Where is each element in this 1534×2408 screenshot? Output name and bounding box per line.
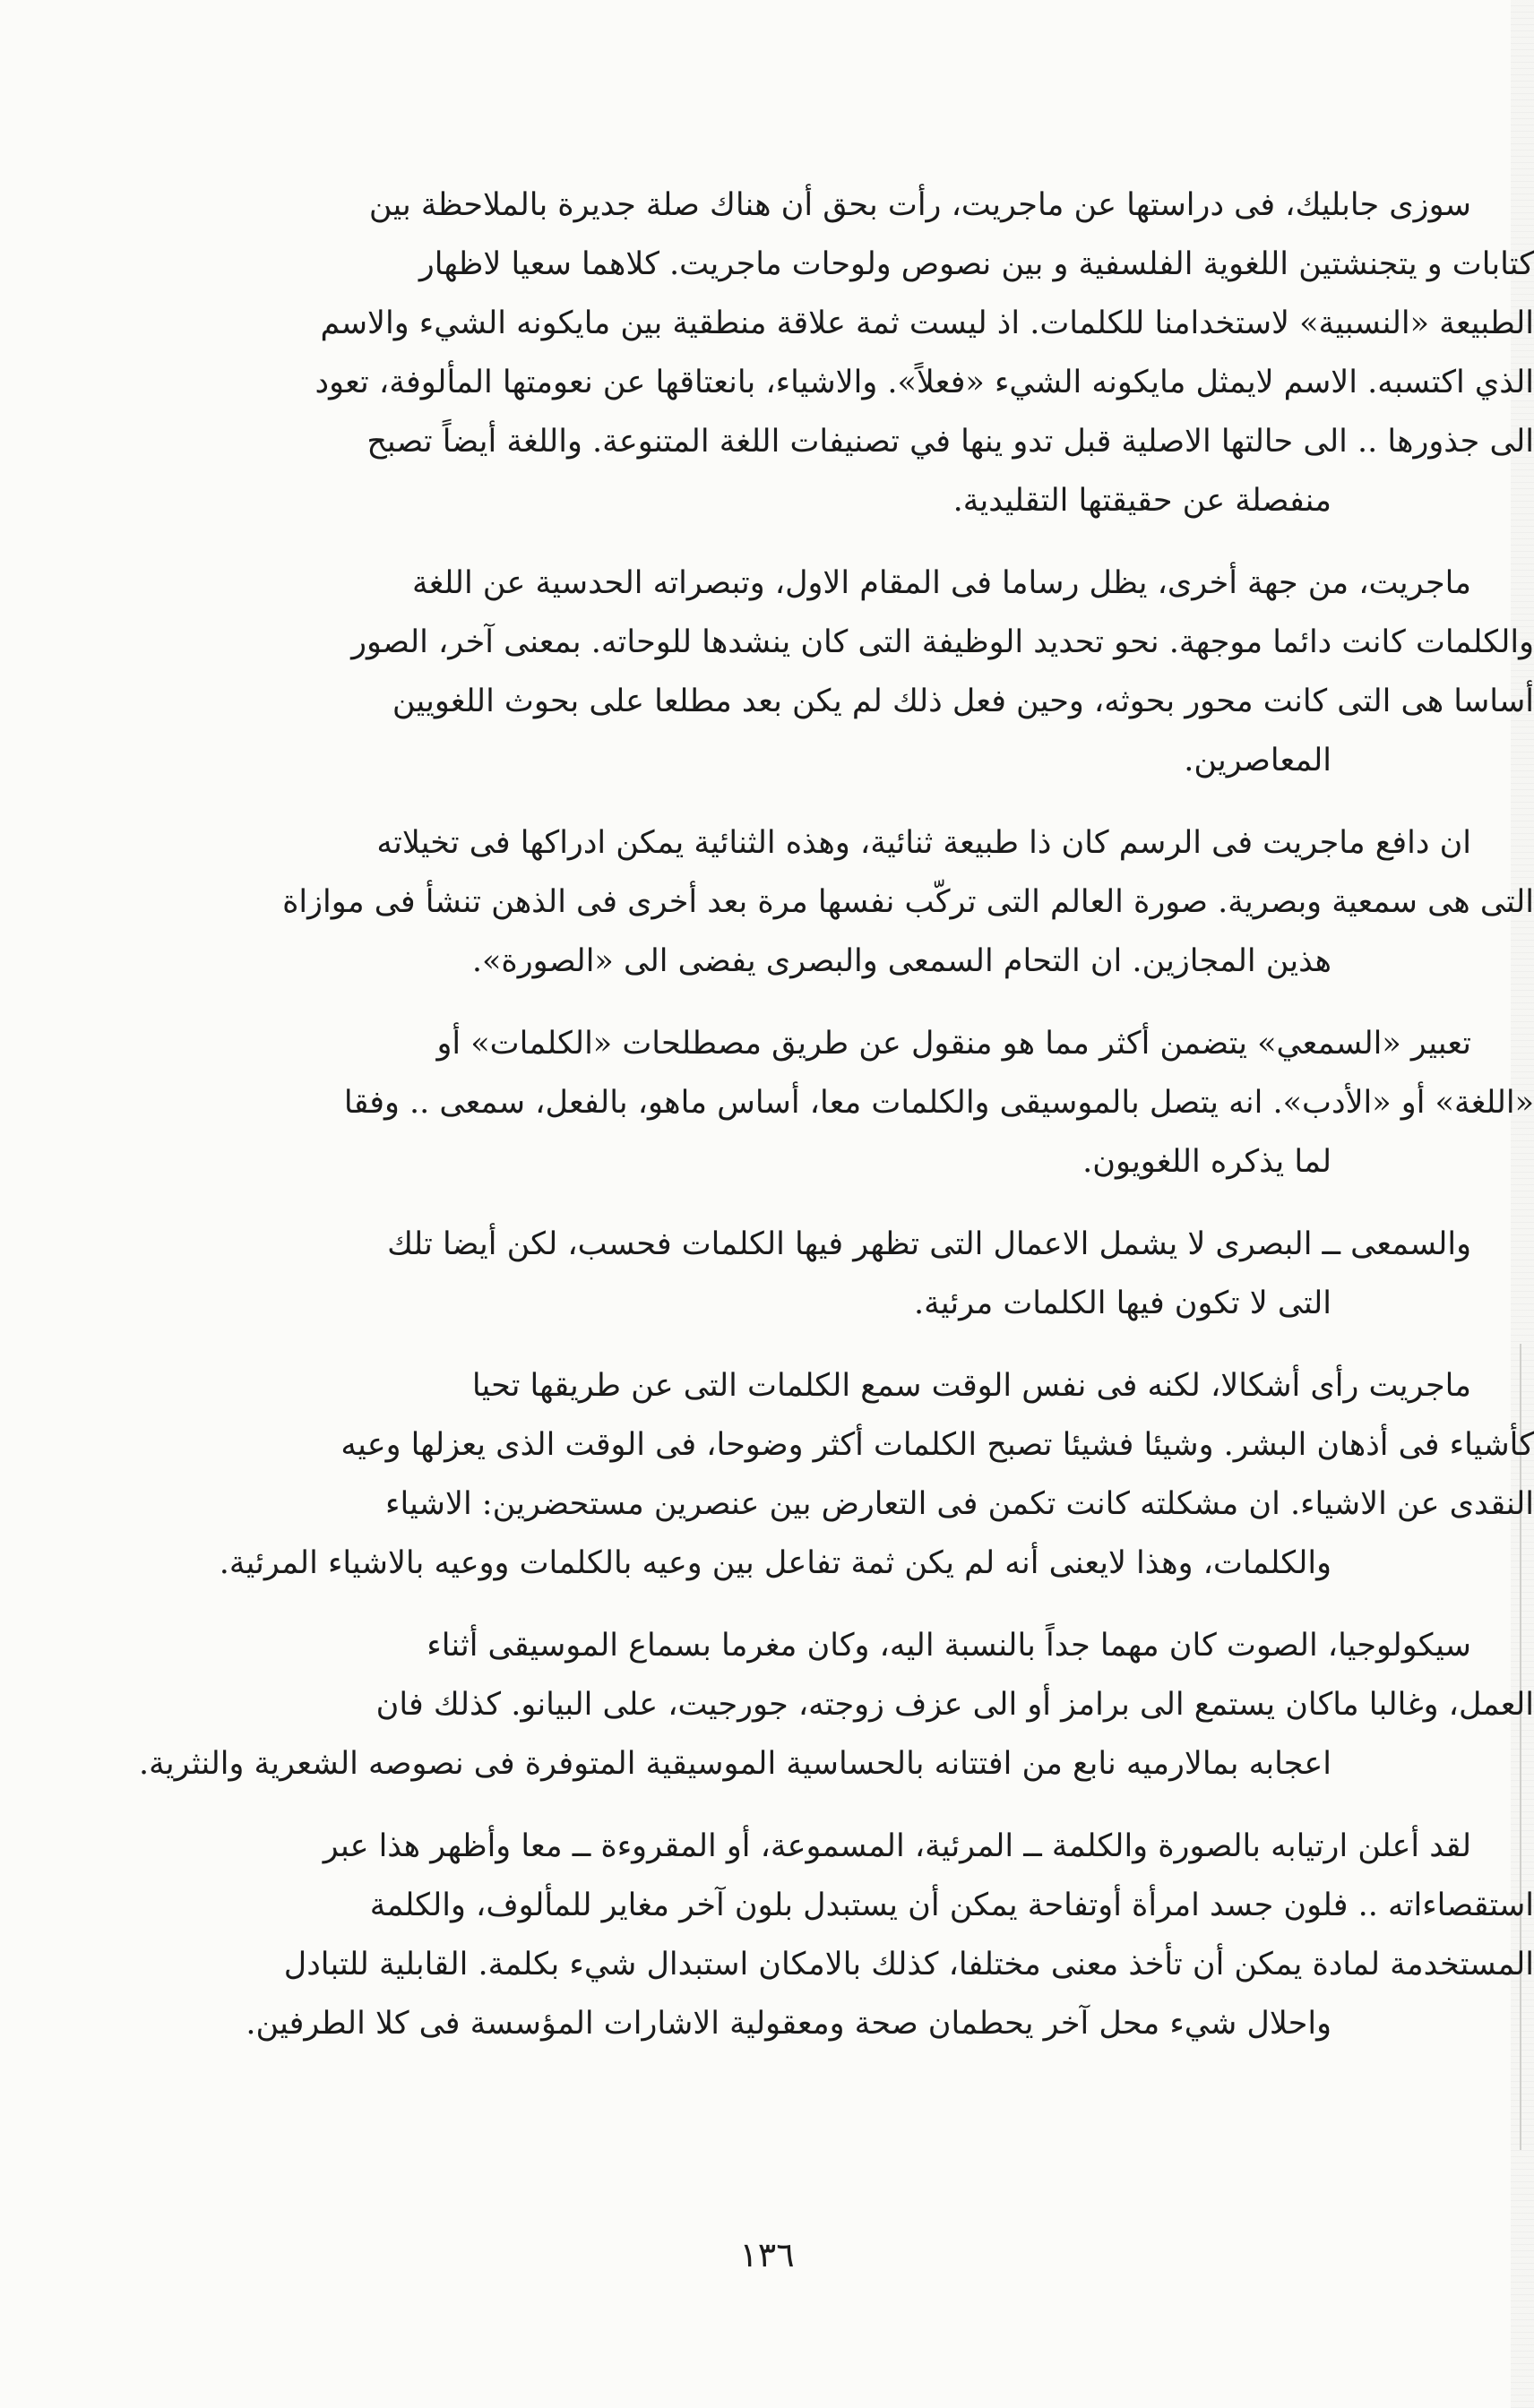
- paragraph: [56, 813, 1534, 991]
- text-line: «اللغة» أو «الأدب». انه يتصل بالموسيقى والكلمات معا، أساس ماهو، بالفعل، سمعى .. وفقا: [343, 1085, 1534, 1121]
- text-line: والكلمات كانت دائما موجهة. نحو تحديد الوظيفة التى كان ينشدها للوحاته. بمعنى آخر، الصور: [351, 624, 1534, 660]
- text-line: ماجريت، من جهة أخرى، يظل رساما فى المقام الاول، وتبصراته الحدسية عن اللغة: [412, 565, 1471, 601]
- text-line: العمل، وغالبا ماكان يستمع الى برامز أو الى عزف زوجته، جورجيت، على البيانو. كذلك فان: [375, 1687, 1534, 1723]
- text-line: كتابات و يتجنشتين اللغوية الفلسفية و بين نصوص ولوحات ماجريت. كلاهما سعيا لاظهار: [418, 246, 1534, 282]
- paragraph: [56, 1817, 1534, 2053]
- text-line: لما يذكره اللغويون.: [1082, 1144, 1331, 1180]
- text-line: والسمعى ــ البصرى لا يشمل الاعمال التى تظهر فيها الكلمات فحسب، لكن أيضا تلك: [387, 1226, 1471, 1262]
- text-line: أساسا هى التى كانت محور بحوثه، وحين فعل ذلك لم يكن بعد مطلعا على بحوث اللغويين: [392, 684, 1534, 719]
- page-number: ١٣٦: [739, 2235, 795, 2275]
- paragraph: [56, 176, 1534, 530]
- text-line: التى لا تكون فيها الكلمات مرئية.: [913, 1286, 1331, 1321]
- paragraph: [56, 1014, 1534, 1191]
- text-line: المعاصرين.: [1184, 743, 1331, 778]
- paragraph: [56, 1356, 1534, 1593]
- text-line: ان دافع ماجريت فى الرسم كان ذا طبيعة ثنائية، وهذه الثنائية يمكن ادراكها فى تخيلاته: [376, 825, 1471, 861]
- text-line: ماجريت رأى أشكالا، لكنه فى نفس الوقت سمع الكلمات التى عن طريقها تحيا: [471, 1368, 1471, 1404]
- text-line: سيكولوجيا، الصوت كان مهما جداً بالنسبة اليه، وكان مغرما بسماع الموسيقى أثناء: [427, 1628, 1471, 1664]
- text-line: التى هى سمعية وبصرية. صورة العالم التى تركّب نفسها مرة بعد أخرى فى الذهن تنشأ فى موازاة: [282, 884, 1534, 920]
- text-line: سوزى جابليك، فى دراستها عن ماجريت، رأت بحق أن هناك صلة جديرة بالملاحظة بين: [368, 187, 1471, 223]
- text-line: اعجابه بمالارميه نابع من افتتانه بالحساسية الموسيقية المتوفرة فى نصوصه الشعرية والنثرية.: [139, 1746, 1331, 1782]
- text-line: المستخدمة لمادة يمكن أن تأخذ معنى مختلفا، كذلك بالامكان استبدال شيء بكلمة. القابلية للتبادل: [283, 1947, 1534, 1982]
- text-line: تعبير «السمعي» يتضمن أكثر مما هو منقول عن طريق مصطلحات «الكلمات» أو: [436, 1026, 1471, 1062]
- text-line: والكلمات، وهذا لايعنى أنه لم يكن ثمة تفاعل بين وعيه بالكلمات ووعيه بالاشياء المرئية.: [219, 1545, 1331, 1581]
- text-line: الذي اكتسبه. الاسم لايمثل مايكونه الشيء «فعلاً». والاشياء، بانعتاقها عن نعومتها المألوفة، تعود: [315, 365, 1534, 400]
- text-line: لقد أعلن ارتيابه بالصورة والكلمة ــ المرئية، المسموعة، أو المقروءة ــ معا وأظهر هذا عبر: [323, 1828, 1471, 1864]
- text-line: النقدى عن الاشياء. ان مشكلته كانت تكمن فى التعارض بين عنصرين مستحضرين: الاشياء: [384, 1486, 1534, 1522]
- paragraph: [56, 554, 1534, 790]
- text-line: هذين المجازين. ان التحام السمعى والبصرى يفضى الى «الصورة».: [471, 943, 1331, 979]
- body-text: [56, 176, 1534, 2077]
- paragraph: [56, 1616, 1534, 1793]
- text-line: الطبيعة «النسبية» لاستخدامنا للكلمات. اذ ليست ثمة علاقة منطقية بين مايكونه الشيء والاسم: [320, 305, 1534, 341]
- text-line: واحلال شيء محل آخر يحطمان صحة ومعقولية الاشارات المؤسسة فى كلا الطرفين.: [246, 2006, 1331, 2042]
- text-line: الى جذورها .. الى حالتها الاصلية قبل تدو ينها في تصنيفات اللغة المتنوعة. واللغة أيضاً تصبح: [366, 424, 1534, 460]
- text-line: استقصاءاته .. فلون جسد امرأة أوتفاحة يمكن أن يستبدل بلون آخر مغاير للمألوف، والكلمة: [369, 1888, 1534, 1923]
- text-line: منفصلة عن حقيقتها التقليدية.: [952, 483, 1331, 519]
- text-line: كأشياء فى أذهان البشر. وشيئا فشيئا تصبح الكلمات أكثر وضوحا، فى الوقت الذى يعزلها وعيه: [340, 1427, 1534, 1463]
- paragraph: [56, 1215, 1534, 1333]
